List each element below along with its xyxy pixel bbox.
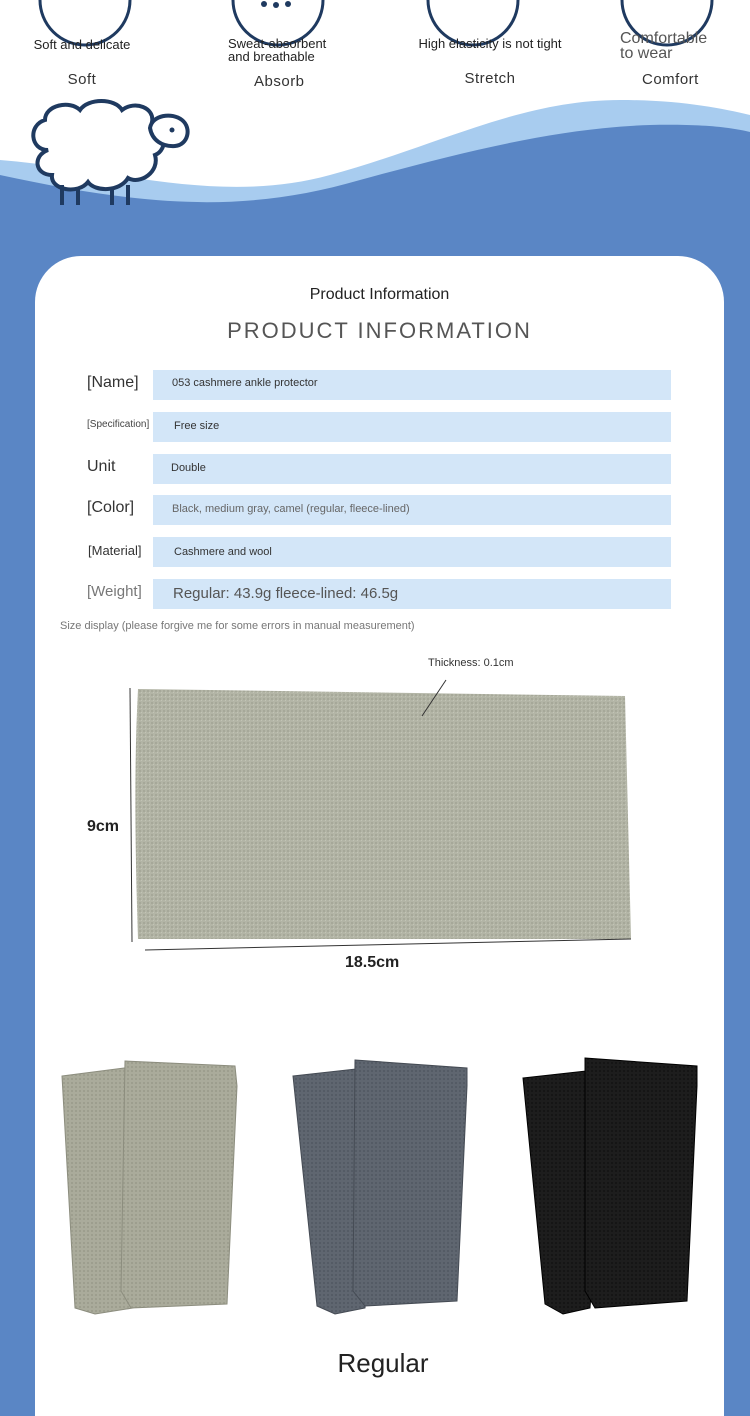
feature-header — [0, 0, 750, 260]
spec-value-unit: Double — [171, 462, 206, 474]
feature-absorb-desc-line1: Sweat-absorbent — [228, 36, 327, 51]
height-label: 9cm — [87, 818, 120, 835]
spec-label-specification: [Specification] — [87, 419, 150, 430]
variant-label: Regular — [337, 1348, 429, 1378]
spec-value-material: Cashmere and wool — [174, 546, 272, 558]
variant-images — [35, 1046, 724, 1336]
feature-comfort — [620, 31, 730, 88]
product-info-card — [35, 256, 724, 1416]
spec-bar-unit — [153, 454, 671, 484]
feature-soft-label: Soft — [67, 71, 97, 88]
spec-value-name: 053 cashmere ankle protector — [172, 377, 318, 389]
spec-label-name: [Name] — [87, 374, 139, 391]
variant-gray — [293, 1060, 467, 1314]
feature-stretch-desc: High elasticity is not tight — [418, 36, 562, 51]
spec-bar-specification — [153, 412, 671, 442]
product-info-title-caps: PRODUCT INFORMATION — [227, 318, 532, 343]
spec-value-weight: Regular: 43.9g fleece-lined: 46.5g — [173, 585, 399, 602]
variant-camel — [62, 1061, 237, 1314]
spec-value-color: Black, medium gray, camel (regular, fleece-lined) — [172, 503, 410, 515]
feature-absorb-desc-line2: and breathable — [228, 49, 315, 64]
product-info-title: Product Information — [309, 286, 450, 303]
feature-absorb-label: Absorb — [254, 73, 305, 90]
width-label: 18.5cm — [345, 954, 400, 971]
spec-label-color: [Color] — [87, 499, 135, 516]
ankle-protector-flat — [135, 689, 631, 939]
size-diagram — [35, 646, 724, 986]
spec-label-unit: Unit — [87, 458, 116, 475]
feature-comfort-desc-line1: Comfortable — [620, 30, 708, 47]
feature-comfort-label: Comfort — [642, 71, 699, 88]
feature-stretch — [410, 37, 570, 87]
size-note: Size display (please forgive me for some errors in manual measurement) — [60, 620, 415, 632]
feature-stretch-label: Stretch — [464, 70, 516, 87]
thickness-label: Thickness: 0.1cm — [428, 657, 514, 669]
variant-black — [523, 1058, 697, 1314]
spec-label-weight: [Weight] — [87, 583, 142, 600]
spec-value-specification: Free size — [174, 420, 220, 432]
feature-comfort-desc-line2: to wear — [620, 45, 673, 62]
feature-soft — [22, 38, 142, 88]
feature-soft-desc: Soft and delicate — [33, 37, 131, 52]
spec-label-material: [Material] — [88, 543, 142, 558]
feature-absorb — [228, 37, 338, 90]
